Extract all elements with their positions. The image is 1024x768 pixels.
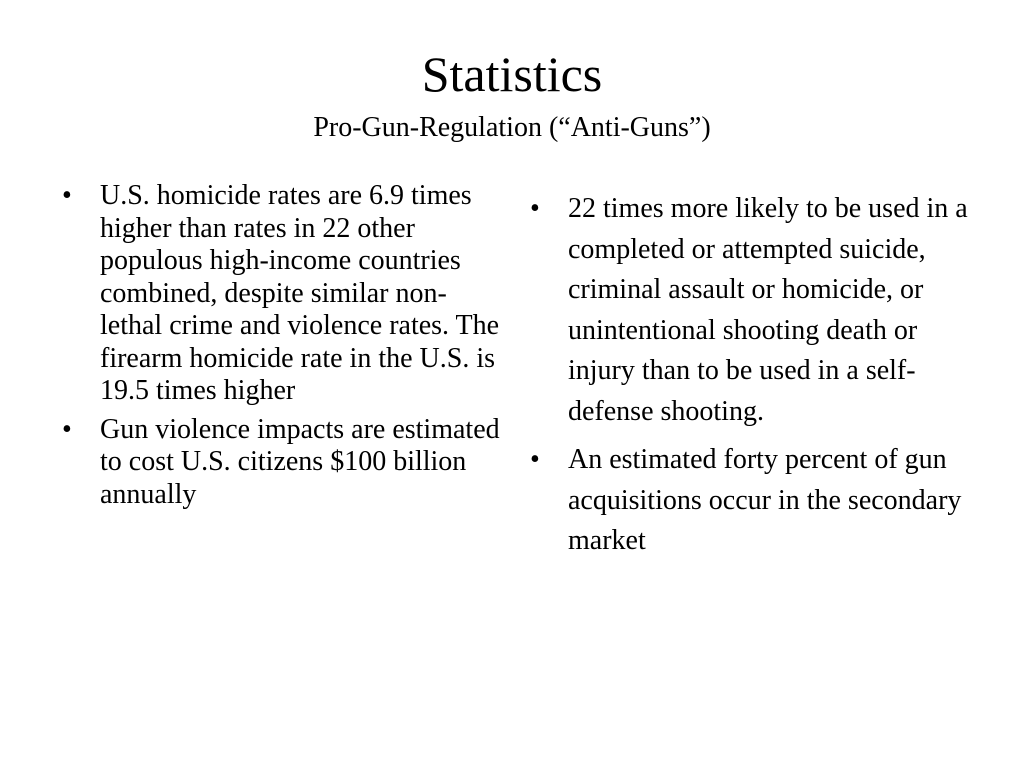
bullet-text: 22 times more likely to be used in a completed or attempted suicide, criminal assault or homicide, or unintentional shooting death or injury than to be used in a self-defense shooting.: [568, 193, 968, 427]
bullet-item: [530, 440, 990, 562]
bullet-item: [62, 414, 502, 512]
bullet-text: An estimated forty percent of gun acquisitions occur in the secondary market: [568, 444, 962, 556]
slide-title: Statistics: [421, 46, 603, 102]
bullet-text: U.S. homicide rates are 6.9 times higher than rates in 22 other populous high-income countries combined, despite similar non-lethal crime and violence rates. The firearm homicide rate in the U.S. is 19.5 times higher: [100, 180, 500, 406]
bullet-item: [530, 189, 990, 432]
slide-subtitle: Pro-Gun-Regulation (“Anti-Guns”): [313, 112, 711, 143]
left-bullet-list: [62, 180, 502, 511]
bullet-item: [62, 180, 502, 408]
bullet-icon: •: [62, 413, 72, 445]
bullet-text: Gun violence impacts are estimated to cost U.S. citizens $100 billion annually: [100, 413, 500, 510]
bullet-icon: •: [62, 180, 72, 211]
right-bullet-list: [530, 189, 990, 562]
bullet-icon: •: [530, 444, 540, 475]
bullet-icon: •: [530, 193, 540, 224]
